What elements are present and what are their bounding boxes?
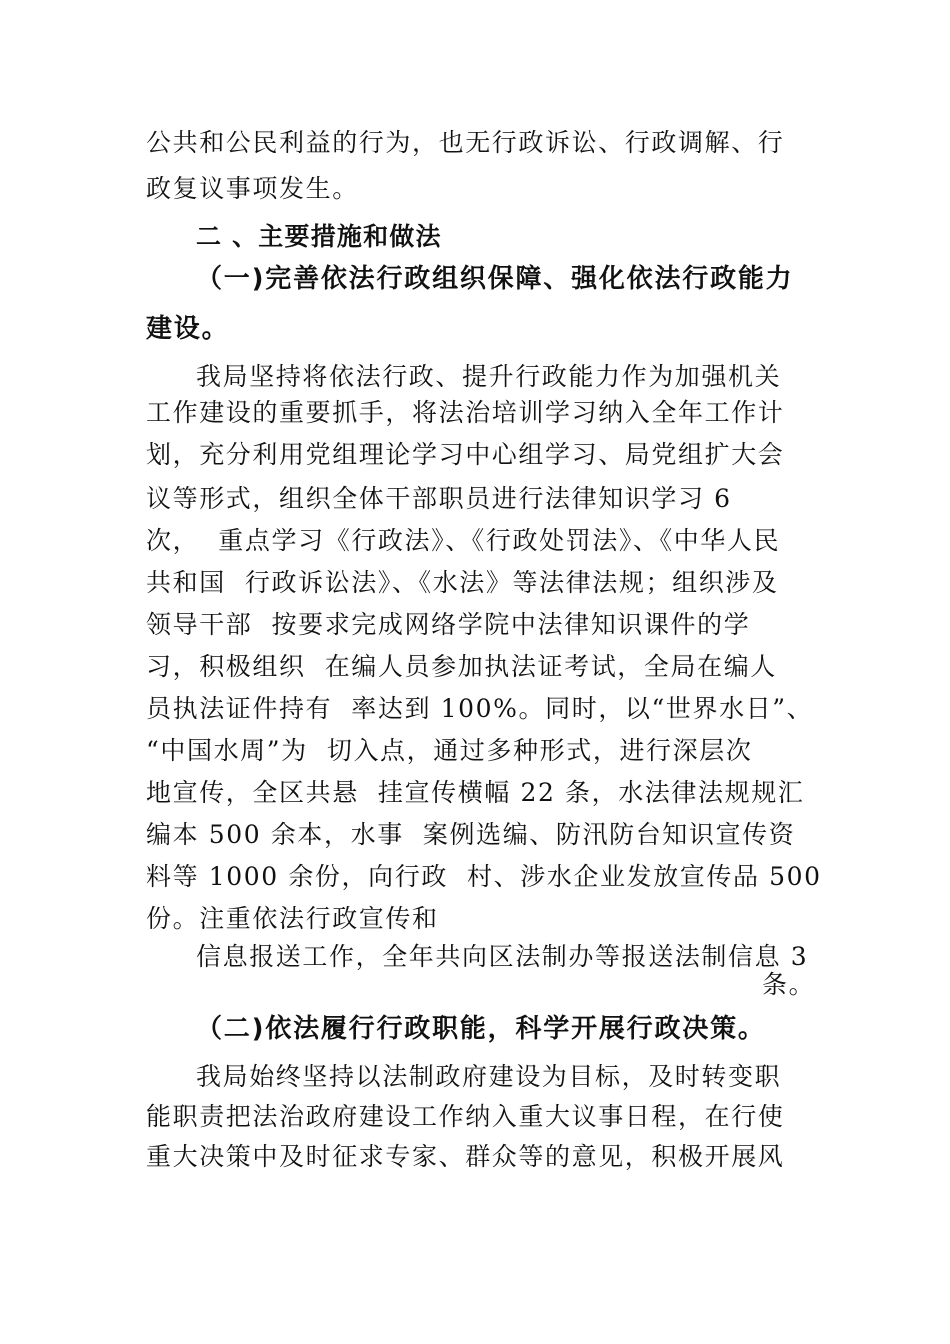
body-line: 次， 重点学习《行政法》、《行政处罚法》、《中华人民 bbox=[146, 526, 781, 555]
body-line: 我局始终坚持以法制政府建设为目标，及时转变职 bbox=[196, 1062, 782, 1091]
body-line: 习，积极组织 在编人员参加执法证考试，全局在编人 bbox=[146, 652, 777, 681]
body-line: 我局坚持将依法行政、提升行政能力作为加强机关 bbox=[196, 362, 782, 391]
body-line: 信息报送工作，全年共向区法制办等报送法制信息 3 bbox=[196, 942, 809, 971]
body-line: 份。注重依法行政宣传和 bbox=[146, 904, 439, 933]
body-line: 议等形式，组织全体干部职员进行法律知识学习 6 bbox=[146, 484, 732, 513]
body-line: 重大决策中及时征求专家、群众等的意见，积极开展风 bbox=[146, 1142, 785, 1171]
body-line: 编本 500 余本，水事 案例选编、防汛防台知识宣传资 bbox=[146, 820, 796, 849]
body-line: 领导干部 按要求完成网络学院中法律知识课件的学 bbox=[146, 610, 751, 639]
subsection-heading-cont: 建设。 bbox=[146, 314, 230, 344]
section-heading: 二 、主要措施和做法 bbox=[196, 222, 442, 251]
subsection-heading: （二)依法履行行政职能，科学开展行政决策。 bbox=[196, 1014, 766, 1044]
body-line: 政复议事项发生。 bbox=[146, 174, 359, 203]
body-line: 公共和公民利益的行为，也无行政诉讼、行政调解、行 bbox=[146, 128, 785, 157]
subsection-heading: （一)完善依法行政组织保障、强化依法行政能力 bbox=[196, 264, 794, 294]
body-line: 员执法证件持有 率达到 100%。同时，以“世界水日”、 bbox=[146, 694, 814, 723]
body-line-tail: 条。 bbox=[762, 970, 816, 999]
body-line: 能职责把法治政府建设工作纳入重大议事日程，在行使 bbox=[146, 1102, 785, 1131]
body-line: 地宣传，全区共悬 挂宣传横幅 22 条，水法律法规规汇 bbox=[146, 778, 805, 807]
body-line: 工作建设的重要抓手，将法治培训学习纳入全年工作计 bbox=[146, 398, 785, 427]
body-line: 料等 1000 余份，向行政 村、涉水企业发放宣传品 500 bbox=[146, 862, 822, 891]
body-line: “中国水周”为 切入点，通过多种形式，进行深层次 bbox=[146, 736, 753, 765]
body-line: 共和国 行政诉讼法》、《水法》等法律法规；组织涉及 bbox=[146, 568, 779, 597]
body-line: 划，充分利用党组理论学习中心组学习、局党组扩大会 bbox=[146, 440, 785, 469]
